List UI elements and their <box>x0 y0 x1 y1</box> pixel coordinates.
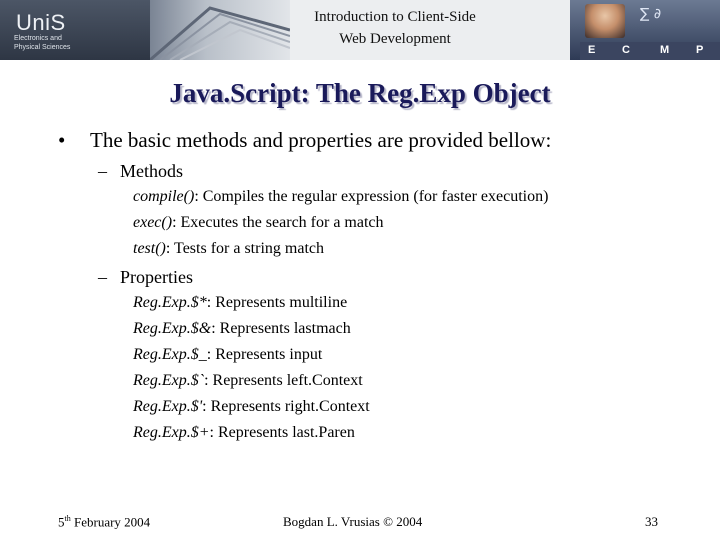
method-desc: : Executes the search for a match <box>172 214 384 231</box>
dash-icon: – <box>98 161 107 181</box>
footer-date: 5th February 2004 <box>58 514 151 530</box>
method-name: test() <box>133 240 166 257</box>
property-desc: : Represents input <box>206 346 323 363</box>
property-name: Reg.Exp.$& <box>133 320 212 337</box>
method-desc: : Compiles the regular expression (for faster execution) <box>194 188 549 205</box>
slide-title: Java.Script: The Reg.Exp Object <box>169 78 551 108</box>
page-number: 33 <box>645 514 658 529</box>
property-desc: : Represents multiline <box>206 294 348 311</box>
unis-logo-text: UniS <box>16 10 66 35</box>
unis-logo <box>0 0 150 60</box>
property-desc: : Represents right.Context <box>202 398 370 415</box>
ecmp-letters: E C M P <box>580 42 720 60</box>
property-name: Reg.Exp.$_ <box>133 346 207 363</box>
property-desc: : Represents lastmach <box>211 320 351 337</box>
course-title: Introduction to Client-Side Web Development <box>314 9 476 47</box>
method-item <box>133 212 384 234</box>
property-name: Reg.Exp.$+ <box>133 424 210 441</box>
method-name: compile() <box>133 188 195 205</box>
building-graphic <box>150 0 290 60</box>
dash-icon: – <box>98 267 107 287</box>
property-desc: : Represents last.Paren <box>209 424 355 441</box>
main-bullet-text: The basic methods and properties are provided bellow: <box>90 128 552 152</box>
math-symbols-icon: ∑ ∂ <box>640 6 662 22</box>
property-item <box>133 422 355 444</box>
student-photo <box>585 4 625 38</box>
property-name: Reg.Exp.$` <box>133 372 205 389</box>
method-desc: : Tests for a string match <box>165 240 324 257</box>
property-desc: : Represents left.Context <box>204 372 363 389</box>
methods-heading: – Methods <box>98 161 183 181</box>
property-item <box>133 370 363 392</box>
property-name: Reg.Exp.$' <box>133 398 203 415</box>
properties-heading: – Properties <box>98 267 193 287</box>
property-item <box>133 396 370 418</box>
footer-author: Bogdan L. Vrusias © 2004 <box>283 514 423 529</box>
property-item <box>133 344 322 366</box>
method-item <box>133 238 324 260</box>
department-name: Electronics and Physical Sciences <box>14 35 71 51</box>
method-item <box>133 186 548 208</box>
property-item <box>133 318 351 340</box>
header-banner <box>0 0 720 60</box>
method-name: exec() <box>133 214 173 231</box>
property-name: Reg.Exp.$* <box>133 294 207 311</box>
property-item <box>133 292 347 314</box>
bullet-icon: • <box>58 128 66 152</box>
